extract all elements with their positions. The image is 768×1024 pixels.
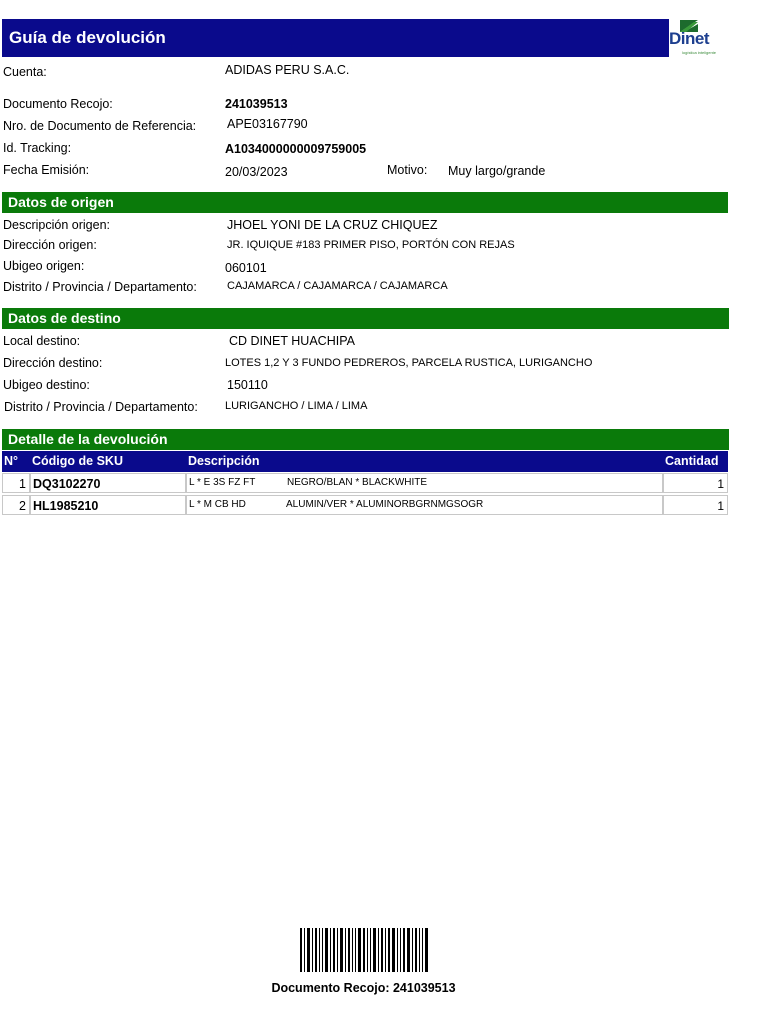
row-sku-cell — [30, 473, 186, 493]
origen-distrito-value: CAJAMARCA / CAJAMARCA / CAJAMARCA — [227, 280, 448, 292]
destino-ubigeo-label: Ubigeo destino: — [3, 378, 90, 392]
row-desc-cell — [186, 473, 663, 493]
origen-ubigeo-value: 060101 — [225, 261, 267, 275]
row-desc-cell — [186, 495, 663, 515]
page-title: Guía de devolución — [9, 28, 166, 47]
tracking-value: A1034000000009759005 — [225, 142, 367, 156]
row-sku: DQ3102270 — [33, 477, 101, 491]
col-cantidad-header: Cantidad — [665, 454, 719, 468]
cuenta-label: Cuenta: — [3, 65, 47, 79]
row-cantidad: 1 — [717, 477, 724, 491]
barcode-caption: Documento Recojo: 241039513 — [271, 981, 456, 995]
destino-distrito-value: LURIGANCHO / LIMA / LIMA — [225, 400, 368, 412]
col-num-header: N° — [4, 454, 19, 468]
destino-direccion-value: LOTES 1,2 Y 3 FUNDO PEDREROS, PARCELA RUSTICA, LURIGANCHO — [225, 357, 593, 369]
row-num: 2 — [19, 499, 26, 513]
row-desc-model: L * E 3S FZ FT — [189, 477, 256, 488]
fecha-label: Fecha Emisión: — [3, 163, 90, 177]
row-sku: HL1985210 — [33, 499, 99, 513]
origen-descripcion-value: JHOEL YONI DE LA CRUZ CHIQUEZ — [227, 218, 438, 232]
origen-section-header — [2, 192, 728, 213]
origen-section-title: Datos de origen — [8, 194, 114, 210]
row-num-cell — [2, 495, 30, 515]
barcode-icon — [300, 928, 428, 972]
origen-direccion-label: Dirección origen: — [3, 238, 97, 252]
detalle-table-header — [2, 451, 728, 472]
destino-local-label: Local destino: — [3, 334, 81, 348]
row-desc-color: NEGRO/BLAN * BLACKWHITE — [287, 477, 428, 488]
row-desc-color: ALUMIN/VER * ALUMINORBGRNMGSOGR — [286, 499, 484, 510]
row-sku-cell — [30, 495, 186, 515]
logo-tagline: logística inteligente — [682, 50, 717, 55]
origen-distrito-label: Distrito / Provincia / Departamento: — [3, 280, 197, 294]
destino-section-title: Datos de destino — [8, 310, 121, 326]
row-num-cell — [2, 473, 30, 493]
destino-distrito-label: Distrito / Provincia / Departamento: — [4, 400, 198, 414]
col-desc-header: Descripción — [188, 454, 260, 468]
tracking-label: Id. Tracking: — [3, 141, 72, 155]
table-row — [2, 495, 728, 516]
destino-direccion-label: Dirección destino: — [3, 356, 103, 370]
origen-descripcion-label: Descripción origen: — [3, 218, 110, 232]
destino-local-value: CD DINET HUACHIPA — [229, 334, 355, 348]
origen-ubigeo-label: Ubigeo origen: — [3, 259, 85, 273]
title-bar — [2, 19, 669, 57]
destino-section-header — [2, 308, 729, 329]
doc-ref-value: APE03167790 — [227, 117, 308, 131]
motivo-label: Motivo: — [387, 163, 428, 177]
row-cantidad-cell — [663, 495, 728, 515]
dinet-logo — [668, 18, 732, 58]
detalle-section-header — [2, 429, 729, 450]
fecha-value: 20/03/2023 — [225, 165, 288, 179]
row-desc-model: L * M CB HD — [189, 499, 246, 510]
logo-text: Dinet — [669, 29, 709, 48]
origen-direccion-value: JR. IQUIQUE #183 PRIMER PISO, PORTÓN CON REJAS — [227, 239, 515, 251]
doc-ref-label: Nro. de Documento de Referencia: — [3, 119, 197, 133]
row-cantidad: 1 — [717, 499, 724, 513]
row-cantidad-cell — [663, 473, 728, 493]
detalle-section-title: Detalle de la devolución — [8, 431, 168, 447]
row-num: 1 — [19, 477, 26, 491]
col-sku-header: Código de SKU — [32, 454, 123, 468]
motivo-value: Muy largo/grande — [448, 164, 546, 178]
doc-recojo-value: 241039513 — [225, 97, 288, 111]
cuenta-value: ADIDAS PERU S.A.C. — [225, 63, 350, 77]
doc-recojo-label: Documento Recojo: — [3, 97, 113, 111]
table-row — [2, 473, 728, 494]
destino-ubigeo-value: 150110 — [227, 378, 268, 392]
